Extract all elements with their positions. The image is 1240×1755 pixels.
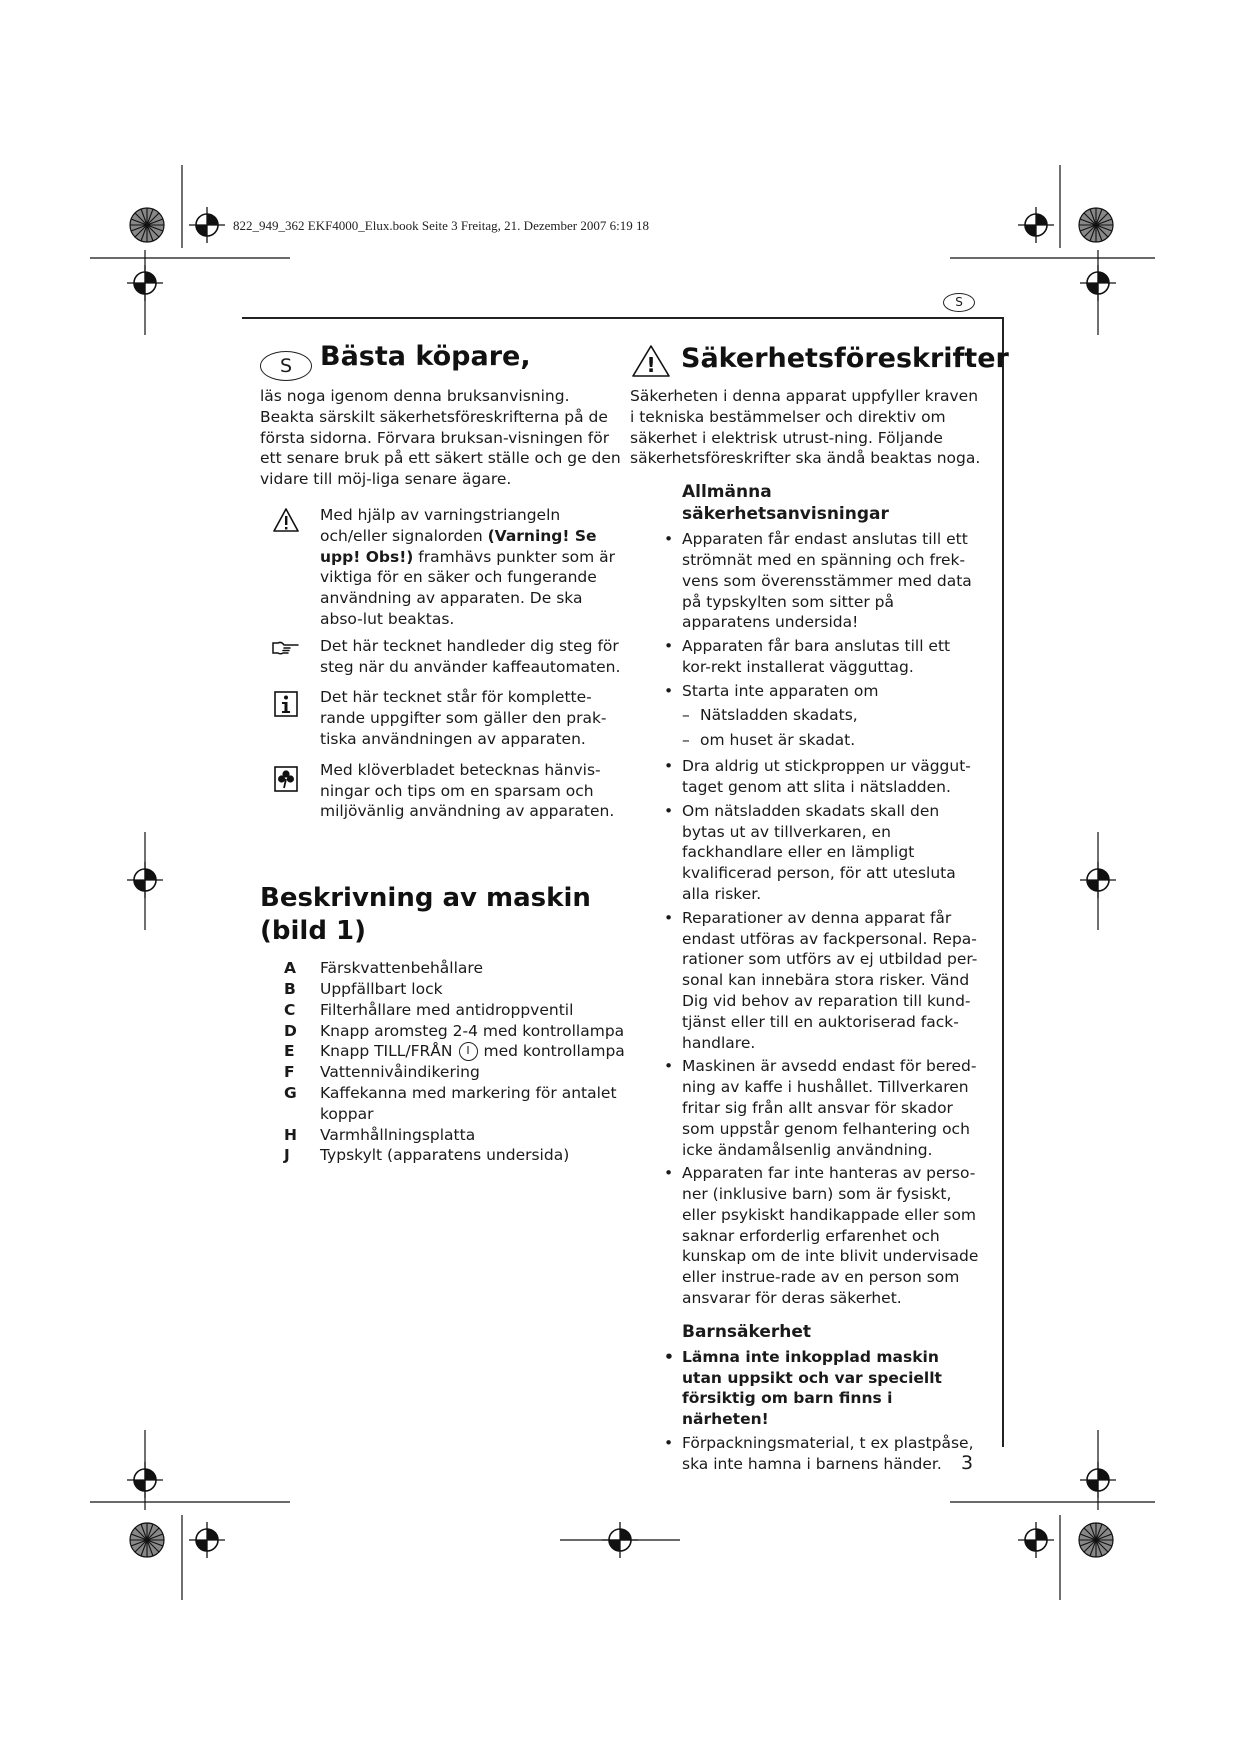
- safety-header: [630, 340, 1009, 382]
- file-info-line: 822_949_362 EKF4000_Elux.book Seite 3 Freitag, 21. Dezember 2007 6:19 18: [233, 218, 649, 233]
- part-item: B Uppfällbart lock: [284, 979, 443, 998]
- frame-right-rule: [1002, 317, 1004, 1447]
- left-column: [260, 340, 625, 1166]
- part-item: E Knapp TILL/FRÅN I med kontrollampa: [284, 1042, 625, 1061]
- page-number: 3: [961, 1452, 974, 1474]
- list-item: • Lämna inte inkopplad maskin utan uppsikt och var speciellt försiktig om barn finns i närheten!: [664, 1347, 942, 1429]
- cloverleaf-icon: [274, 766, 298, 792]
- description-title-line2: (bild 1): [260, 916, 366, 947]
- sub-list-item: – Nätsladden skadats,: [682, 705, 858, 724]
- list-item: • Starta inte apparaten om: [664, 681, 879, 700]
- warning-triangle-icon: [272, 507, 300, 533]
- list-item: • Apparaten får endast anslutas till ett strömnät med en spänning och frek-vens som överensstämmer med data på typskylten som sitter på apparatens undersida!: [664, 530, 972, 632]
- info-icon: [274, 691, 298, 717]
- part-item: G Kaffekanna med markering för antalet koppar: [284, 1083, 617, 1123]
- list-item: • Apparaten far inte hanteras av perso-ner (inklusive barn) som är fysiskt, eller psykiskt handikappade eller som saknar erforderlig erfarenhet och kunskap om de inte blivit undervisade eller instrue-rade av en person som ansvarar för deras säkerhet.: [664, 1164, 979, 1308]
- pointing-hand-icon: [270, 639, 300, 657]
- general-safety-heading: Allmänna säkerhetsanvisningar: [682, 482, 889, 525]
- general-safety-list-continued: [630, 756, 982, 1309]
- general-safety-list: [630, 529, 982, 701]
- parts-list: [284, 958, 625, 1166]
- hand-note-text: Det här tecknet handleder dig steg för steg när du använder kaffeautomaten.: [320, 636, 621, 676]
- part-item: C Filterhållare med antidroppventil: [284, 1000, 574, 1019]
- part-item: J Typskylt (apparatens undersida): [284, 1146, 570, 1165]
- warning-triangle-icon: [631, 344, 671, 378]
- machine-description: [260, 882, 625, 1166]
- hand-note: [260, 636, 625, 678]
- frame-top-rule: [242, 317, 1004, 319]
- list-item: • Reparationer av denna apparat får endast utföras av fackpersonal. Repa-rationer som utförs av ej utbildad per-sonal kan innebära stora risker. Vänd Dig vid behov av reparation till kund-tjänst eller till en auktoriserad fack-handlare.: [664, 908, 978, 1052]
- greeting-title: Bästa köpare,: [320, 341, 531, 372]
- language-tag-top: S: [943, 293, 975, 312]
- list-item: • Dra aldrig ut stickproppen ur väggut-taget genom att slita i nätsladden.: [664, 757, 971, 796]
- child-safety-heading: Barnsäkerhet: [682, 1321, 812, 1342]
- list-item: • Apparaten får bara anslutas till ett kor-rekt installerat vägguttag.: [664, 637, 951, 676]
- description-title-line1: Beskrivning av maskin: [260, 883, 591, 914]
- warning-note: [260, 505, 625, 630]
- part-item: H Varmhållningsplatta: [284, 1125, 476, 1144]
- clover-note-text: Med klöverbladet betecknas hänvis-ningar och tips om en sparsam och miljövänlig användning av apparaten.: [320, 760, 615, 821]
- list-item: • Förpackningsmaterial, t ex plastpåse, ska inte hamna i barnens händer.: [664, 1434, 974, 1473]
- warning-note-text: Med hjälp av varningstriangeln och/eller signalorden (Varning! Se upp! Obs!) framhävs punkter som är viktiga för en säker och fungerande användning av apparaten. De ska abso-lut beaktas.: [320, 505, 616, 628]
- part-item: D Knapp aromsteg 2-4 med kontrollampa: [284, 1021, 625, 1040]
- sub-list-item: – om huset är skadat.: [682, 731, 856, 750]
- greeting-header: [260, 340, 625, 382]
- safety-title: Säkerhetsföreskrifter: [681, 343, 1009, 374]
- clover-note: [260, 760, 625, 822]
- part-item: F Vattennivåindikering: [284, 1063, 480, 1082]
- power-symbol-icon: I: [459, 1042, 478, 1061]
- intro-paragraph: läs noga igenom denna bruksanvisning. Beakta särskilt säkerhetsföreskrifterna på de första sidorna. Förvara bruksan-visningen för ett senare bruk på ett säkert ställe och ge den vidare till möj-liga senare ägare.: [260, 387, 621, 489]
- list-item: • Maskinen är avsedd endast för bered-ning av kaffe i hushållet. Tillverkaren fritar sig från allt ansvar för skador som uppstår genom felhantering och icke ändamålsenlig användning.: [664, 1057, 977, 1159]
- list-item: • Om nätsladden skadats skall den bytas ut av tillverkaren, en fackhandlare eller en lämpligt kvalificerad person, för att utesluta alla risker.: [664, 801, 956, 903]
- info-note-text: Det här tecknet står för komplette-rande uppgifter som gäller den prak-tiska användningen av apparaten.: [320, 688, 607, 748]
- info-note: [260, 687, 625, 749]
- svg-text:!: !: [646, 353, 656, 377]
- right-column: [630, 340, 1009, 1478]
- safety-intro: Säkerheten i denna apparat uppfyller kraven i tekniska bestämmelser och direktiv om säkerhet i elektrisk utrust-ning. Följande säkerhetsföreskrifter ska ändå beaktas noga.: [630, 387, 981, 468]
- child-safety-list: [630, 1347, 982, 1475]
- part-item: A Färskvattenbehållare: [284, 959, 483, 978]
- language-badge: S: [260, 351, 312, 381]
